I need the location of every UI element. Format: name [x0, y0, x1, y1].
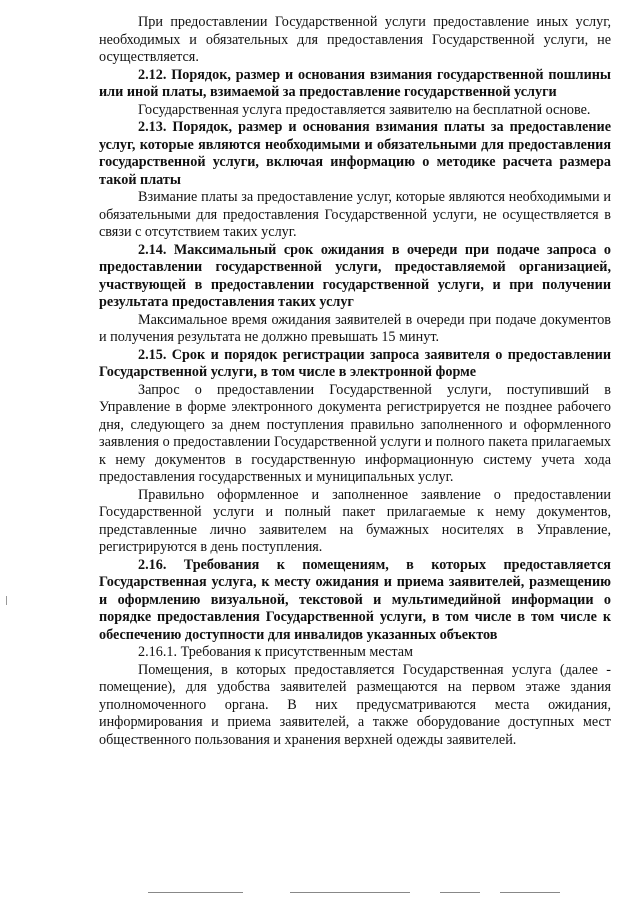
paragraph: Взимание платы за предоставление услуг, которые являются необходимыми и обязательными для предоставления Государственной услуги, не осуществляется в связи с отсутствием таких услуг.: [99, 189, 611, 240]
paragraph: Правильно оформленное и заполненное заявление о предоставлении Государственной услуги и полный пакет прилагаемые к нему документов, представленные лично заявителем на бумажных носителях в Управление, регистрируются в день поступления.: [99, 486, 611, 555]
paragraph: Государственная услуга предоставляется заявителю на бесплатной основе.: [138, 101, 591, 118]
scan-footer-line: [148, 892, 243, 893]
scan-footer-line: [440, 892, 480, 893]
section-heading-2-15: 2.15. Срок и порядок регистрации запроса заявителя о предоставлении Государственной услуги, в том числе в электронной форме: [99, 346, 611, 380]
section-heading-2-12: 2.12. Порядок, размер и основания взимания государственной пошлины или иной платы, взимаемой за предоставление государственной услуги: [99, 66, 611, 100]
section-heading-2-16: 2.16. Требования к помещениям, в которых предоставляется Государственная услуга, к месту ожидания и приема заявителей, размещению и оформлению визуальной, текстовой и мультимедийной информации о порядке предоставления Государственной услуги, в том числе в том числе к обеспечению доступности для инвалидов указанных объектов: [99, 556, 611, 643]
section-heading-2-14: 2.14. Максимальный срок ожидания в очереди при подаче запроса о предоставлении государственной услуги, предоставляемой организацией, участвующей в предоставлении государственной услуги, и при получении результата предоставления таких услуг: [99, 241, 611, 310]
paragraph: Помещения, в которых предоставляется Государственная услуга (далее - помещение), для удобства заявителей размещаются на первом этаже здания уполномоченного органа. В них предусматриваются места ожидания, информирования и приема заявителей, а также оборудование доступных мест общественного пользования и хранения верхней одежды заявителей.: [99, 661, 611, 748]
paragraph: Максимальное время ожидания заявителей в очереди при подаче документов и получения результата не должно превышать 15 минут.: [99, 311, 611, 345]
subsection-heading-2-16-1: 2.16.1. Требования к присутственным местам: [138, 644, 413, 660]
section-heading-2-13: 2.13. Порядок, размер и основания взимания платы за предоставление услуг, которые являются необходимыми и обязательными для предоставления государственной услуги, включая информацию о методике расчета размера такой платы: [99, 119, 611, 188]
scan-artifact-mark: [6, 596, 7, 605]
scan-footer-line: [290, 892, 410, 893]
paragraph: Запрос о предоставлении Государственной услуги, поступивший в Управление в форме электронного документа регистрируется не позднее рабочего дня, следующего за днем поступления правильно заполненного и оформленного заявления о предоставлении Государственной услуги и полного пакета прилагаемых к нему документов в государственную информационную систему учета хода предоставления государственных и муниципальных услуг.: [99, 381, 611, 485]
paragraph: При предоставлении Государственной услуги предоставление иных услуг, необходимых и обязательных для предоставления Государственной услуги, не осуществляется.: [99, 14, 611, 65]
scan-footer-line: [500, 892, 560, 893]
